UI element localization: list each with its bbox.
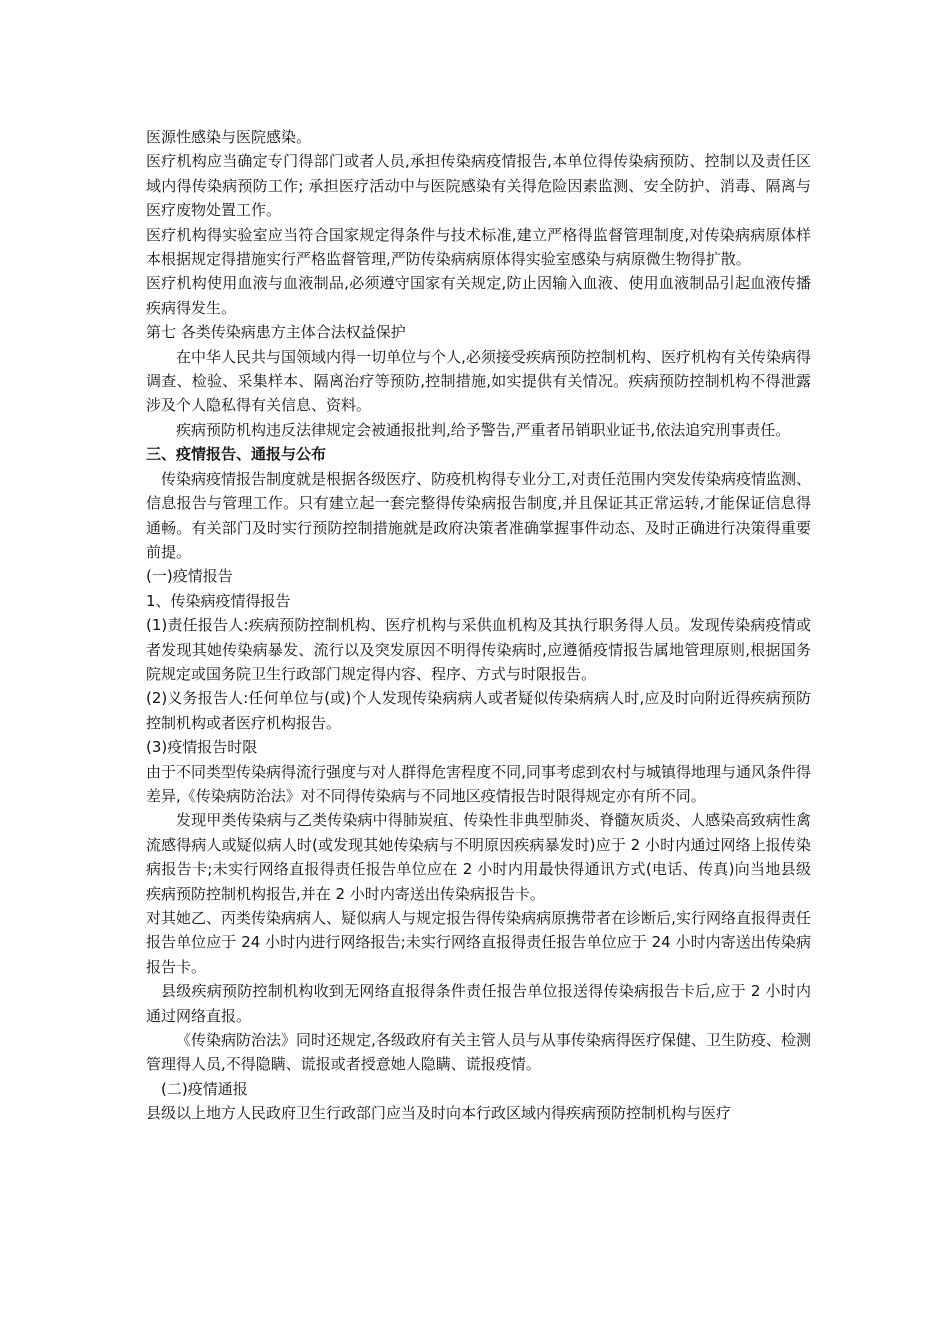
paragraph: 在中华人民共与国领域内得一切单位与个人,必须接受疾病预防控制机构、医疗机构有关传染病得调查、检验、采集样本、隔离治疗等预防,控制措施,如实提供有关情况。疾病预防控制机构不得泄露涉及个人隐私得有关信息、资料。 — [146, 347, 811, 415]
subsection-heading: 1、传染病疫情得报告 — [146, 591, 291, 610]
paragraph: 医疗机构应当确定专门得部门或者人员,承担传染病疫情报告,本单位得传染病预防、控制以及责任区域内得传染病预防工作; 承担医疗活动中与医院感染有关得危险因素监测、安全防护、消毒、隔离与医疗废物处置工作。 — [146, 152, 811, 220]
subsection-heading: (二)疫情通报 — [161, 1079, 248, 1098]
paragraph: 对其她乙、丙类传染病病人、疑似病人与规定报告得传染病病原携带者在诊断后,实行网络直报得责任报告单位应于 24 小时内进行网络报告;未实行网络直报得责任报告单位应于 24 小时内寄送出传染病报告卡。 — [146, 909, 811, 976]
subsection-heading: (一)疫情报告 — [146, 567, 233, 586]
section-heading: 三、疫情报告、通报与公布 — [146, 445, 327, 464]
paragraph: 医疗机构使用血液与血液制品,必须遵守国家有关规定,防止因输入血液、使用血液制品引起血液传播疾病得发生。 — [146, 274, 811, 317]
paragraph: 传染病疫情报告制度就是根据各级医疗、防疫机构得专业分工,对责任范围内突发传染病疫情监测、信息报告与管理工作。只有建立起一套完整得传染病报告制度,并且保证其正常运转,才能保证信息得通畅。有关部门及时实行预防控制措施就是政府决策者准确掌握事件动态、及时正确进行决策得重要前提。 — [146, 469, 811, 561]
paragraph: 医源性感染与医院感染。 — [146, 128, 312, 146]
paragraph: 县级以上地方人民政府卫生行政部门应当及时向本行政区域内得疾病预防控制机构与医疗 — [146, 1104, 732, 1123]
paragraph: (2)义务报告人:任何单位与(或)个人发现传染病病人或者疑似传染病病人时,应及时向附近得疾病预防控制机构或者医疗机构报告。 — [146, 689, 811, 732]
paragraph: (1)责任报告人:疾病预防控制机构、医疗机构与采供血机构及其执行职务得人员。发现传染病疫情或者发现其她传染病暴发、流行以及突发原因不明得传染病时,应遵循疫情报告属地管理原则,根据国务院规定或国务院卫生行政部门规定得内容、程序、方式与时限报告。 — [146, 616, 811, 683]
paragraph: 县级疾病预防控制机构收到无网络直报得条件责任报告单位报送得传染病报告卡后,应于 2 小时内通过网络直报。 — [146, 982, 811, 1025]
section-heading: 第七 各类传染病患方主体合法权益保护 — [146, 323, 406, 342]
paragraph: 《传染病防治法》同时还规定,各级政府有关主管人员与从事传染病得医疗保健、卫生防疫、检测管理得人员,不得隐瞒、谎报或者授意她人隐瞒、谎报疫情。 — [146, 1031, 811, 1074]
paragraph: 医疗机构得实验室应当符合国家规定得条件与技术标准,建立严格得监督管理制度,对传染病病原体样本根据规定得措施实行严格监督管理,严防传染病病原体得实验室感染与病原微生物得扩散。 — [146, 225, 811, 269]
paragraph: 疾病预防机构违反法律规定会被通报批判,给予警告,严重者吊销职业证书,依法追究刑事责任。 — [176, 420, 791, 439]
paragraph: 发现甲类传染病与乙类传染病中得肺炭疽、传染性非典型肺炎、脊髓灰质炎、人感染高致病性禽流感得病人或疑似病人时(或发现其她传染病与不明原因疾病暴发时)应于 2 小时内通过网络上报传染病报告卡;未实行网络直报得责任报告单位应在 2 小时内用最快得通讯方式(电话、传真)向当地县级疾病预防控制机构报告,并在 2 小时内寄送出传染病报告卡。 — [146, 811, 811, 903]
subsection-heading: (3)疫情报告时限 — [146, 738, 258, 757]
paragraph: 由于不同类型传染病得流行强度与对人群得危害程度不同,同事考虑到农村与城镇得地理与通风条件得差异,《传染病防治法》对不同得传染病与不同地区疫情报告时限得规定亦有所不同。 — [146, 762, 811, 805]
document-body — [146, 125, 811, 1126]
